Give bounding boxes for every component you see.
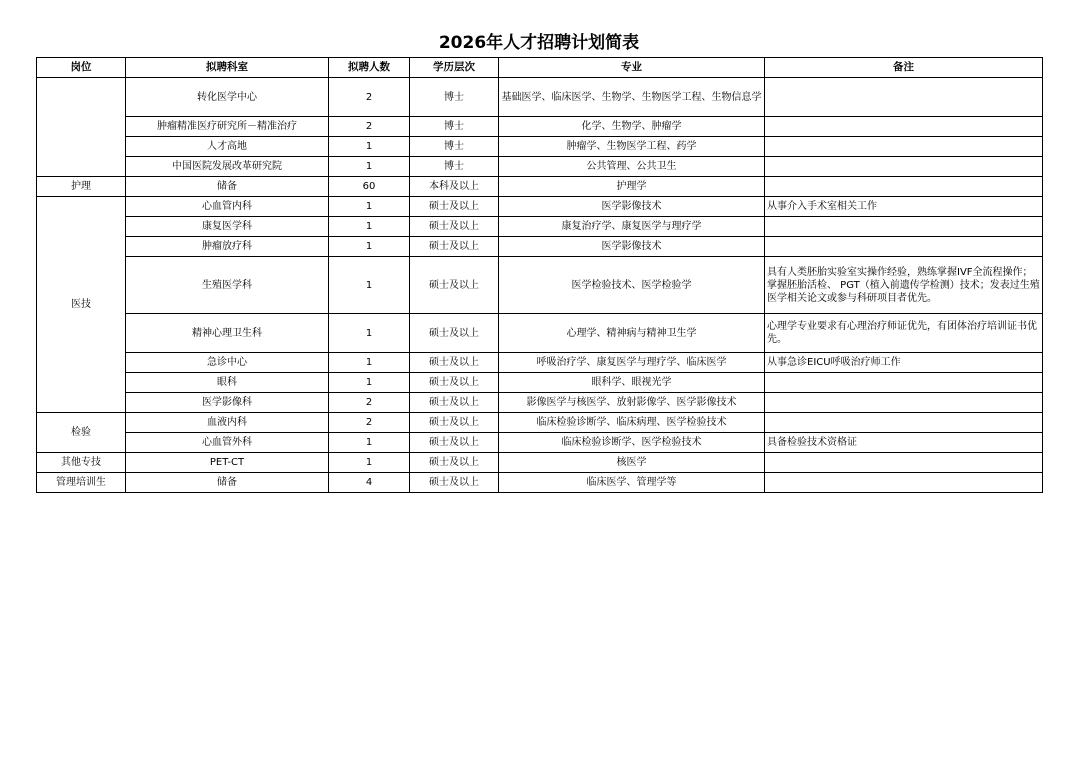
note-cell [765,393,1043,413]
position-cell: 其他专技 [37,453,126,473]
table-row [37,373,1043,393]
note-cell: 心理学专业要求有心理治疗师证优先，有团体治疗培训证书优先。 [765,314,1043,353]
table-header-row [37,58,1043,78]
table-row [37,157,1043,177]
count-cell: 1 [329,157,410,177]
count-cell: 1 [329,433,410,453]
education-cell: 硕士及以上 [410,393,499,413]
education-cell: 博士 [410,137,499,157]
department-cell: 急诊中心 [126,353,329,373]
education-cell: 硕士及以上 [410,314,499,353]
count-cell: 1 [329,314,410,353]
column-header-major: 专业 [499,58,765,78]
major-cell: 护理学 [499,177,765,197]
note-cell [765,373,1043,393]
count-cell: 1 [329,137,410,157]
table-row [37,237,1043,257]
table-row [37,433,1043,453]
education-cell: 硕士及以上 [410,197,499,217]
major-cell: 医学检验技术、医学检验学 [499,257,765,314]
count-cell: 2 [329,413,410,433]
count-cell: 1 [329,217,410,237]
department-cell: PET-CT [126,453,329,473]
table-row [37,314,1043,353]
table-row [37,413,1043,433]
position-cell: 护理 [37,177,126,197]
major-cell: 临床检验诊断学、医学检验技术 [499,433,765,453]
column-header-education: 学历层次 [410,58,499,78]
department-cell: 康复医学科 [126,217,329,237]
note-cell [765,177,1043,197]
major-cell: 康复治疗学、康复医学与理疗学 [499,217,765,237]
major-cell: 影像医学与核医学、放射影像学、医学影像技术 [499,393,765,413]
table-row [37,197,1043,217]
major-cell: 基础医学、临床医学、生物学、生物医学工程、生物信息学 [499,78,765,117]
major-cell: 核医学 [499,453,765,473]
education-cell: 博士 [410,157,499,177]
table-row [37,353,1043,373]
department-cell: 转化医学中心 [126,78,329,117]
count-cell: 60 [329,177,410,197]
count-cell: 1 [329,237,410,257]
table-row [37,257,1043,314]
department-cell: 医学影像科 [126,393,329,413]
major-cell: 医学影像技术 [499,237,765,257]
education-cell: 硕士及以上 [410,453,499,473]
department-cell: 心血管内科 [126,197,329,217]
education-cell: 博士 [410,117,499,137]
position-cell: 管理培训生 [37,473,126,493]
education-cell: 硕士及以上 [410,413,499,433]
department-cell: 精神心理卫生科 [126,314,329,353]
education-cell: 硕士及以上 [410,257,499,314]
count-cell: 4 [329,473,410,493]
table-row [37,217,1043,237]
count-cell: 2 [329,393,410,413]
note-cell [765,137,1043,157]
education-cell: 本科及以上 [410,177,499,197]
department-cell: 肿瘤精准医疗研究所－精准治疗 [126,117,329,137]
major-cell: 心理学、精神病与精神卫生学 [499,314,765,353]
count-cell: 1 [329,257,410,314]
major-cell: 呼吸治疗学、康复医学与理疗学、临床医学 [499,353,765,373]
education-cell: 硕士及以上 [410,373,499,393]
recruitment-table [36,57,1043,493]
note-cell [765,453,1043,473]
count-cell: 2 [329,117,410,137]
count-cell: 1 [329,453,410,473]
department-cell: 血液内科 [126,413,329,433]
major-cell: 临床医学、管理学等 [499,473,765,493]
table-row [37,137,1043,157]
note-cell [765,473,1043,493]
department-cell: 肿瘤放疗科 [126,237,329,257]
department-cell: 生殖医学科 [126,257,329,314]
position-cell: 医技 [37,197,126,413]
note-cell [765,237,1043,257]
major-cell: 化学、生物学、肿瘤学 [499,117,765,137]
department-cell: 储备 [126,473,329,493]
education-cell: 硕士及以上 [410,353,499,373]
note-cell: 具有人类胚胎实验室实操作经验，熟练掌握IVF全流程操作；掌握胚胎活检、 PGT（植入前遗传学检测）技术；发表过生殖医学相关论文或参与科研项目者优先。 [765,257,1043,314]
note-cell [765,117,1043,137]
count-cell: 1 [329,373,410,393]
note-cell: 从事急诊EICU呼吸治疗师工作 [765,353,1043,373]
count-cell: 1 [329,197,410,217]
department-cell: 人才高地 [126,137,329,157]
page-title: 2026年人才招聘计划简表 [438,33,640,53]
position-cell [37,78,126,177]
education-cell: 博士 [410,78,499,117]
note-cell [765,217,1043,237]
major-cell: 临床检验诊断学、临床病理、医学检验技术 [499,413,765,433]
education-cell: 硕士及以上 [410,473,499,493]
major-cell: 公共管理、公共卫生 [499,157,765,177]
note-cell: 从事介入手术室相关工作 [765,197,1043,217]
count-cell: 1 [329,353,410,373]
major-cell: 医学影像技术 [499,197,765,217]
major-cell: 眼科学、眼视光学 [499,373,765,393]
education-cell: 硕士及以上 [410,217,499,237]
note-cell [765,413,1043,433]
column-header-department: 拟聘科室 [126,58,329,78]
table-row [37,473,1043,493]
count-cell: 2 [329,78,410,117]
note-cell [765,157,1043,177]
education-cell: 硕士及以上 [410,237,499,257]
note-cell: 具备检验技术资格证 [765,433,1043,453]
column-header-count: 拟聘人数 [329,58,410,78]
education-cell: 硕士及以上 [410,433,499,453]
position-cell: 检验 [37,413,126,453]
department-cell: 储备 [126,177,329,197]
table-row [37,78,1043,117]
department-cell: 中国医院发展改革研究院 [126,157,329,177]
column-header-position: 岗位 [37,58,126,78]
table-row [37,117,1043,137]
table-row [37,177,1043,197]
department-cell: 心血管外科 [126,433,329,453]
note-cell [765,78,1043,117]
major-cell: 肿瘤学、生物医学工程、药学 [499,137,765,157]
column-header-note: 备注 [765,58,1043,78]
department-cell: 眼科 [126,373,329,393]
table-row [37,393,1043,413]
table-row [37,453,1043,473]
